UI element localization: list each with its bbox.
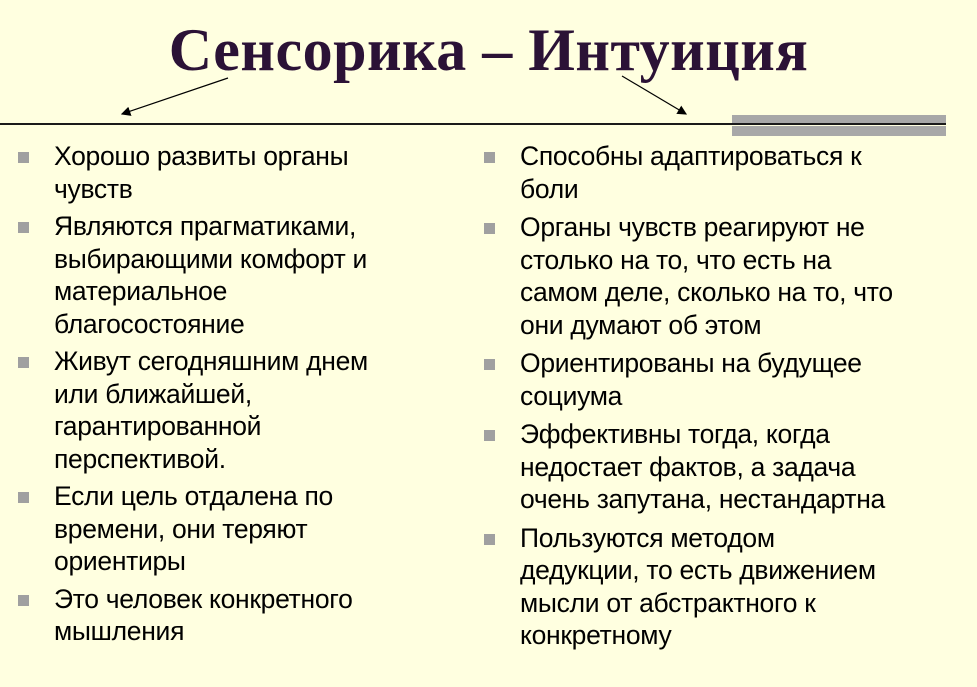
list-item xyxy=(18,210,448,340)
list-item xyxy=(484,140,964,205)
square-bullet-icon xyxy=(18,357,29,368)
list-item-text: Если цель отдалена по времени, они теряют ориентиры xyxy=(54,481,333,576)
list-item xyxy=(18,140,448,205)
header-divider xyxy=(0,123,946,125)
square-bullet-icon xyxy=(484,152,495,163)
intuition-list xyxy=(484,140,964,658)
square-bullet-icon xyxy=(18,492,29,503)
sensing-list xyxy=(18,140,448,653)
list-item-text: Ориентированы на будущее социума xyxy=(520,348,862,411)
list-item-text: Являются прагматиками, выбирающими комфорт и материальное благосостояние xyxy=(54,211,367,339)
square-bullet-icon xyxy=(18,595,29,606)
arrow-right-icon xyxy=(622,76,686,114)
square-bullet-icon xyxy=(484,223,495,234)
list-item-text: Это человек конкретного мышления xyxy=(54,583,353,646)
square-bullet-icon xyxy=(484,359,495,370)
square-bullet-icon xyxy=(484,430,495,441)
accent-bar-top xyxy=(732,115,946,123)
list-item-text: Органы чувств реагируют не столько на то, что есть на самом деле, сколько на то, что они думают об этом xyxy=(520,212,893,340)
list-item-text: Эффективны тогда, когда недостает фактов, а задача очень запутана, нестандартна xyxy=(520,419,885,514)
list-item xyxy=(18,583,448,648)
list-item-text: Живут сегодняшним днем или ближайшей, гарантированной перспективой. xyxy=(54,346,368,474)
list-item xyxy=(484,211,964,341)
list-item xyxy=(484,347,964,412)
arrow-left-icon xyxy=(122,78,228,114)
list-item-text: Способны адаптироваться к боли xyxy=(520,141,862,204)
list-item xyxy=(18,480,448,578)
accent-bar-bottom xyxy=(732,126,946,136)
square-bullet-icon xyxy=(18,222,29,233)
square-bullet-icon xyxy=(484,534,495,545)
list-item xyxy=(18,345,448,475)
title-arrows xyxy=(0,0,977,130)
slide-title: Сенсорика – Интуиция xyxy=(168,17,809,83)
square-bullet-icon xyxy=(18,152,29,163)
list-item xyxy=(484,522,964,652)
list-item xyxy=(484,418,964,516)
list-item-text: Хорошо развиты органы чувств xyxy=(54,141,349,204)
list-item-text: Пользуются методом дедукции, то есть движением мысли от абстрактного к конкретному xyxy=(520,522,876,650)
